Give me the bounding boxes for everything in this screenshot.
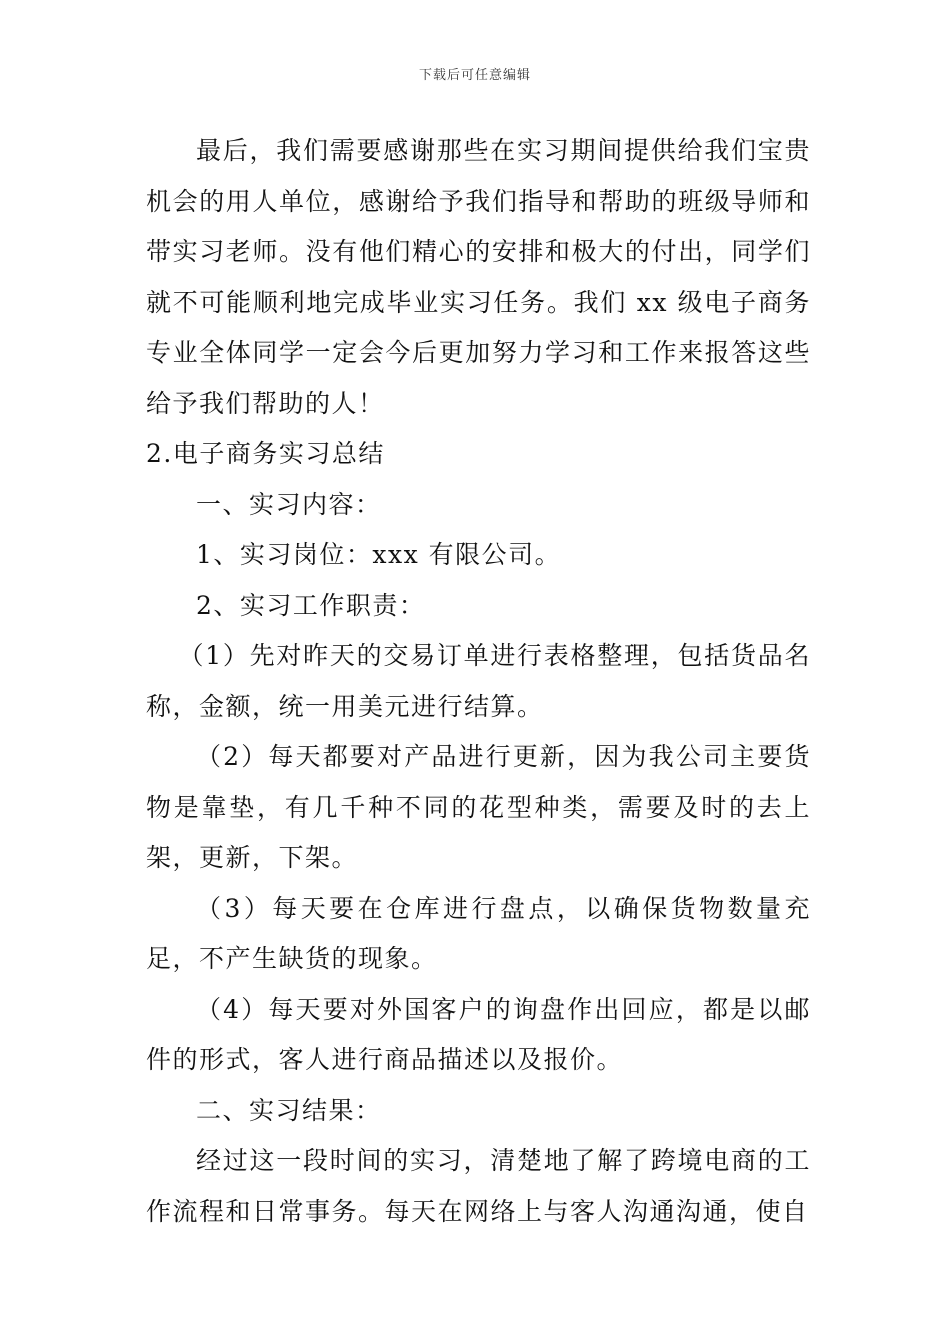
- heading-internship-results: 二、实习结果：: [196, 1095, 382, 1125]
- paragraph-duty-4: （4）每天要对外国客户的询盘作出回应，都是以邮件的形式，客人进行商品描述以及报价。: [146, 994, 811, 1074]
- paragraph-results: 经过这一段时间的实习，清楚地了解了跨境电商的工作流程和日常事务。每天在网络上与客人沟通沟通，使自: [146, 1146, 811, 1226]
- paragraph-duty-3: （3）每天要在仓库进行盘点，以确保货物数量充足，不产生缺货的现象。: [146, 893, 811, 973]
- heading-internship-content: 一、实习内容：: [196, 489, 382, 519]
- paragraph-thanks: 最后，我们需要感谢那些在实习期间提供给我们宝贵机会的用人单位，感谢给予我们指导和帮助的班级导师和带实习老师。没有他们精心的安排和极大的付出，同学们就不可能顺利地完成毕业实习任务。我们 xx 级电子商务专业全体同学一定会今后更加努力学习和工作来报答这些给予我们帮助的人！: [146, 136, 811, 418]
- paragraph-duty-1: （1）先对昨天的交易订单进行表格整理，包括货品名称，金额，统一用美元进行结算。: [146, 641, 811, 721]
- paragraph-position: 1、实习岗位：xxx 有限公司。: [196, 540, 562, 569]
- document-body: [146, 126, 811, 1237]
- page-header: 下载后可任意编辑: [418, 68, 531, 83]
- section-title: 2.电子商务实习总结: [146, 439, 385, 468]
- paragraph-duty-2: （2）每天都要对产品进行更新，因为我公司主要货物是靠垫，有几千种不同的花型种类，需要及时的去上架，更新，下架。: [146, 742, 811, 872]
- paragraph-duties: 2、实习工作职责：: [196, 590, 426, 620]
